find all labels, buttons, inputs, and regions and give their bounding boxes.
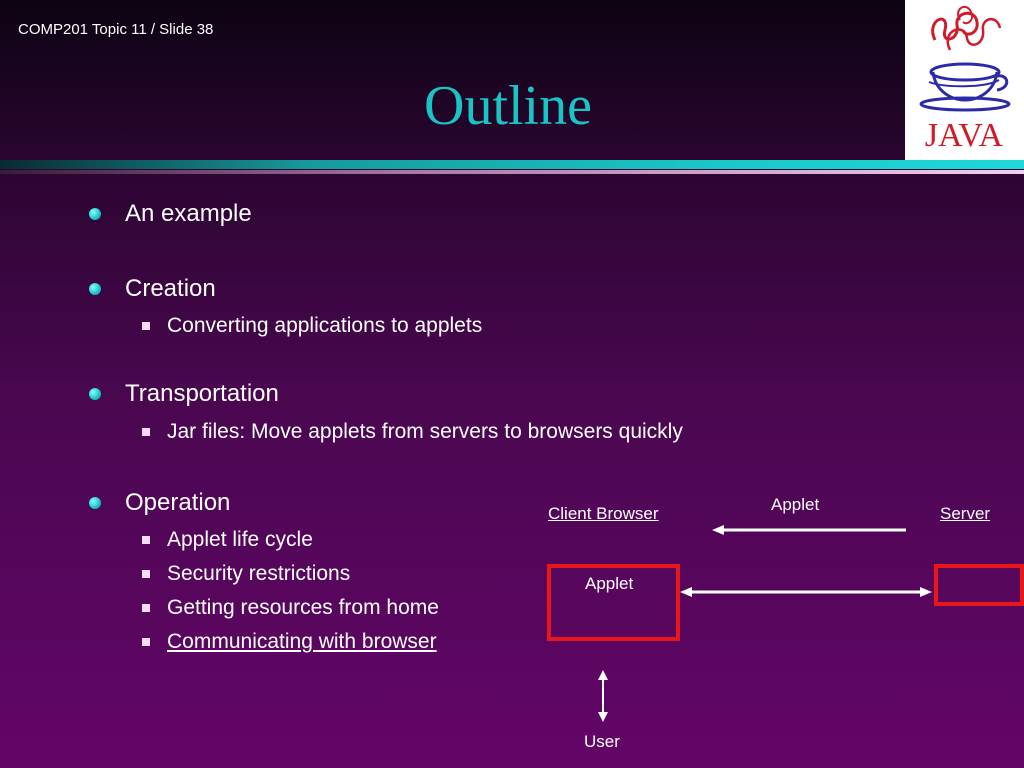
outline-subitem-label: Security restrictions	[167, 562, 351, 585]
outline-subitem-label: Jar files: Move applets from servers to browsers quickly	[167, 420, 683, 443]
client-browser-link[interactable]: Client Browser	[548, 504, 659, 523]
outline-item-label: Creation	[125, 275, 216, 302]
java-logo-text: JAVA	[924, 117, 1004, 154]
outline-subitem-label: Applet life cycle	[167, 528, 313, 551]
slide-title: Outline	[424, 75, 592, 137]
communicating-with-browser-link[interactable]: Communicating with browser	[167, 630, 437, 653]
applet-box-label: Applet	[585, 574, 634, 593]
applet-transfer-label: Applet	[771, 495, 820, 514]
outline-item-label: Operation	[125, 489, 231, 516]
server-link[interactable]: Server	[940, 504, 991, 523]
outline-item-label: Transportation	[125, 380, 279, 407]
outline-subitem-label: Converting applications to applets	[167, 314, 483, 337]
slide-header: COMP201 Topic 11 / Slide 38	[18, 21, 214, 38]
arrow-bidirectional-icon	[680, 587, 932, 597]
outline-subitem-label: Getting resources from home	[167, 596, 439, 619]
user-label: User	[584, 732, 620, 751]
arrow-left-icon	[712, 525, 906, 535]
outline-item-label: An example	[125, 200, 252, 227]
arrow-vertical-icon	[598, 670, 608, 722]
